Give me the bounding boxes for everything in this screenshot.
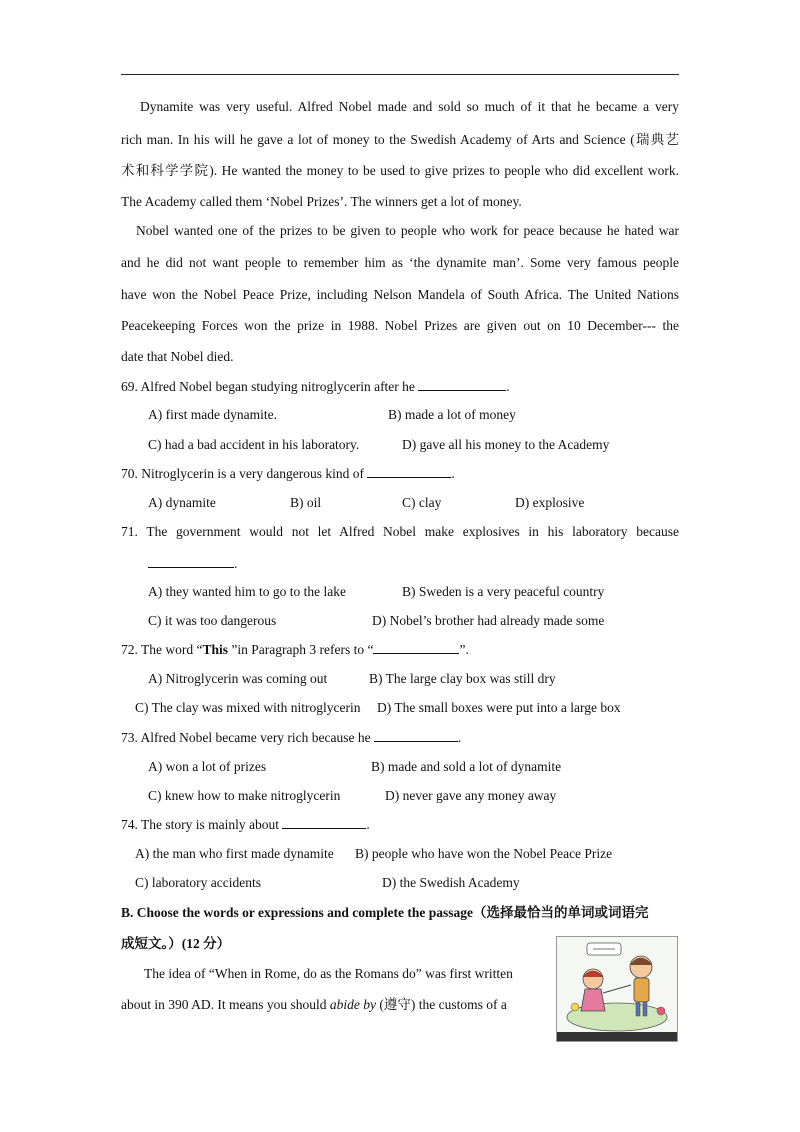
option-c: C) knew how to make nitroglycerin [148, 788, 341, 803]
passage-line: The idea of “When in Rome, do as the Romans do” was first written [144, 966, 513, 981]
text-line: Nobel wanted one of the prizes to be given to people who work for peace because he hated war [136, 223, 679, 238]
text-line: The Academy called them ‘Nobel Prizes’. The winners get a lot of money. [121, 194, 522, 209]
passage-text: (遵守) the customs of a [376, 997, 507, 1012]
header-rule [121, 74, 679, 75]
italic-phrase: abide by [329, 997, 376, 1012]
stem-text: 74. The story is mainly about [121, 817, 279, 832]
option-c: C) had a bad accident in his laboratory. [148, 437, 360, 452]
option-a: A) they wanted him to go to the lake [148, 584, 346, 599]
option-c: C) laboratory accidents [135, 875, 261, 890]
option-b: B) made a lot of money [388, 407, 516, 422]
option-a: A) dynamite [148, 495, 216, 510]
text-line: rich man. In his will he gave a lot of money to the Swedish Academy of Arts and Science (瑞典艺 [121, 132, 679, 147]
option-d: D) gave all his money to the Academy [402, 437, 610, 452]
stem-end: . [234, 556, 238, 571]
stem-text: 73. Alfred Nobel became very rich because he [121, 730, 371, 745]
question-stem-continuation [148, 555, 237, 573]
question-stem: 71. The government would not let Alfred Nobel make explosives in his laboratory because [121, 524, 679, 539]
option-d: D) The small boxes were put into a large box [377, 700, 621, 715]
option-d: D) Nobel’s brother had already made some [372, 613, 605, 628]
stem-end: . [366, 817, 370, 832]
stem-text: ”in Paragraph 3 refers to “ [228, 642, 374, 657]
option-c: C) The clay was mixed with nitroglycerin [135, 700, 361, 715]
passage-text: about in 390 AD. It means you should [121, 997, 330, 1012]
text-line: date that Nobel died. [121, 349, 234, 364]
option-d: D) the Swedish Academy [382, 875, 520, 890]
stem-end: . [458, 730, 462, 745]
option-a: A) the man who first made dynamite [135, 846, 334, 861]
text-line: Dynamite was very useful. Alfred Nobel made and sold so much of it that he became a very [140, 99, 679, 114]
option-b: B) Sweden is a very peaceful country [402, 584, 605, 599]
option-d: D) explosive [515, 495, 585, 510]
stem-end: . [451, 466, 455, 481]
stem-text: 72. The word “ [121, 642, 203, 657]
option-b: B) made and sold a lot of dynamite [371, 759, 562, 774]
answer-blank [374, 729, 458, 742]
option-a: A) Nitroglycerin was coming out [148, 671, 328, 686]
question-stem [121, 816, 370, 834]
stem-end: . [506, 379, 510, 394]
text-line: have won the Nobel Peace Prize, including Nelson Mandela of South Africa. The United Nations [121, 287, 679, 302]
section-heading-cont: 成短文。）(12 分） [121, 936, 231, 951]
answer-blank [282, 816, 366, 829]
text-line: Peacekeeping Forces won the prize in 1988. Nobel Prizes are given out on 10 December--- the [121, 318, 679, 333]
text-line: and he did not want people to remember him as ‘the dynamite man’. Some very famous people [121, 255, 679, 270]
answer-blank [418, 378, 506, 391]
question-stem [121, 378, 510, 396]
option-b: B) The large clay box was still dry [369, 671, 556, 686]
question-stem [121, 729, 461, 747]
answer-blank [373, 641, 459, 654]
option-c: C) it was too dangerous [148, 613, 277, 628]
stem-text: 70. Nitroglycerin is a very dangerous kind of [121, 466, 364, 481]
section-heading: B. Choose the words or expressions and complete the passage（选择最恰当的单词或词语完 [121, 905, 649, 920]
option-a: A) won a lot of prizes [148, 759, 267, 774]
stem-text: 69. Alfred Nobel began studying nitroglycerin after he [121, 379, 415, 394]
option-c: C) clay [402, 495, 442, 510]
question-stem [121, 465, 455, 483]
option-b: B) people who have won the Nobel Peace Prize [355, 846, 613, 861]
option-b: B) oil [290, 495, 322, 510]
passage-line [121, 996, 507, 1014]
answer-blank [367, 465, 451, 478]
stem-end: ”. [459, 642, 469, 657]
question-stem [121, 641, 469, 659]
answer-blank [148, 555, 234, 568]
cartoon-illustration [556, 936, 678, 1042]
option-d: D) never gave any money away [385, 788, 557, 803]
option-a: A) first made dynamite. [148, 407, 277, 422]
image-caption-strip [557, 1032, 677, 1041]
stem-bold-word: This [202, 642, 229, 657]
cartoon-image [557, 937, 677, 1041]
text-line: 术和科学学院). He wanted the money to be used to give prizes to people who did excellent work. [121, 163, 679, 178]
